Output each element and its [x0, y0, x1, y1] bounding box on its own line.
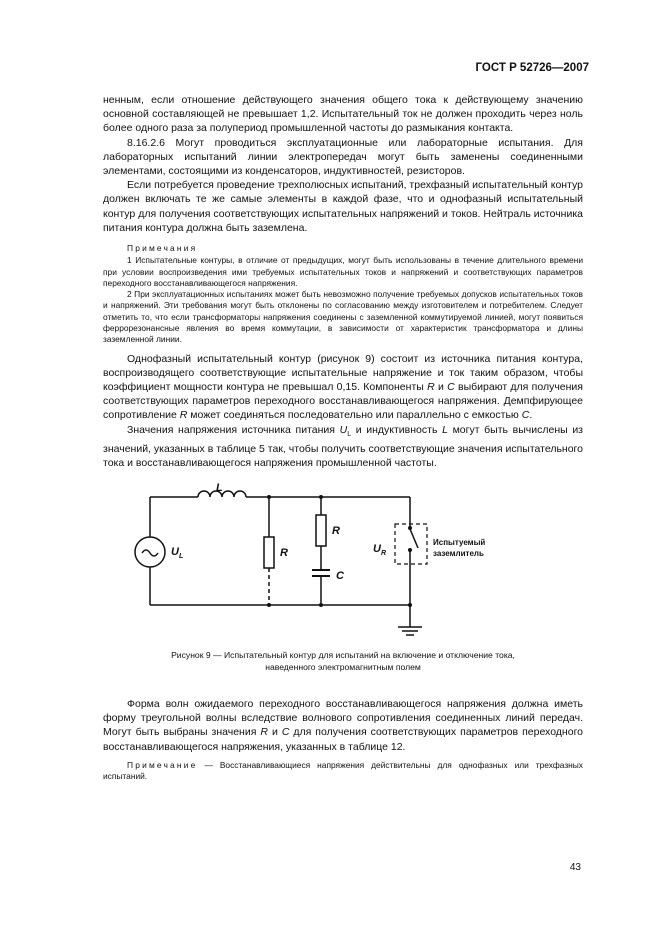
notes-title: Примечания [127, 243, 198, 254]
paragraph-wave-shape: Форма волн ожидаемого переходного восстанавливающегося напряжения должна иметь форму треугольной волны вследствие волнового сопротивления соединенных линий передач. Могут быть выбраны значения R и C для получения соответствующих параметров переходного восстанавливающегося напряжения, указанных в таблице 12. [103, 698, 584, 753]
paragraph-three-pole-tests: Если потребуется проведение трехполюсных испытаний, трехфазный испытательный контур должен включать те же самые элементы в каждой фазе, что и однофазный испытательный контур для получения соответствующих испытательных напряжений и токов. Нейтраль источника питания контура должна быть заземлена. [103, 179, 583, 234]
page-number: 43 [569, 862, 581, 873]
label-recovery-voltage: $U_R$ [373, 543, 387, 557]
resistor-series [316, 515, 326, 546]
label-inductor: L [216, 482, 223, 494]
label-device-line1: Испытуемый [433, 538, 486, 547]
switch-blade [410, 529, 418, 548]
label-resistor-series: R [332, 525, 340, 537]
resistor-shunt [264, 537, 274, 568]
label-source-voltage: $U_L$ [171, 546, 184, 560]
label-device-line2: заземлитель [433, 549, 484, 558]
caption-line-1: Рисунок 9 — Испытательный контур для испытаний на включение и отключение тока, [171, 650, 515, 660]
label-resistor-shunt: R [280, 547, 288, 559]
main-text-block [103, 93, 583, 470]
switch-contact [408, 548, 412, 552]
junction-dot [267, 603, 271, 607]
junction-dot [319, 603, 323, 607]
final-note: Примечание — Восстанавливающиеся напряжения действительны для однофазных или трехфазных испытаний. [103, 759, 583, 782]
caption-line-2: наведенного электромагнитным полем [265, 662, 421, 672]
paragraph-single-phase-circuit: Однофазный испытательный контур (рисунок 9) состоит из источника питания контура, воспроизводящего соответствующие испытательные напряжение и ток таким образом, чтобы коэффициент мощности контура не превышал 0,15. Компоненты R и C выбирают для получения соответствующих параметров переходного восстанавливающегося напряжения. Демпфирующее сопротивление R может соединяться последовательно или параллельно с емкостью C. [103, 352, 583, 422]
junction-dot [319, 495, 323, 499]
junction-dot [267, 495, 271, 499]
ac-symbol-icon [142, 550, 158, 556]
paragraph-continuation: ненным, если отношение действующего значения общего тока к действующему значению основной составляющей не превышает 1,2. Испытательный ток не должен проходить через ноль более одного раза за полупериод промышленной частоты до размыкания контакта. [103, 94, 583, 135]
switch-contact [408, 526, 412, 530]
paragraph-8-16-2-6: 8.16.2.6 Могут проводиться эксплуатационные или лабораторные испытания. Для лабораторных испытаний линии электропередач могут быть заменены соединенными элементами, состоящими из конденсаторов, индуктивностей, резисторов. [103, 136, 583, 178]
label-capacitor: C [336, 570, 344, 582]
footer-text-block [103, 697, 583, 782]
junction-dot [408, 603, 412, 607]
document-id-header: ГОСТ Р 52726—2007 [475, 62, 589, 74]
figure-caption [103, 649, 583, 673]
note-1: 1 Испытательные контуры, в отличие от предыдущих, могут быть использованы в течение длительного времени при условии воспроизведения ими требуемых испытательных токов и напряжений и соответствующих параметров переходного восстанавливающегося напряжения. [103, 255, 583, 288]
note-2: 2 При эксплуатационных испытаниях может быть невозможно получение требуемых допусков испытательных токов и напряжений. Эти требования могут быть отклонены по согласованию между изготовителем и потребителем. Следует отметить то, что если трансформаторы напряжения соединены с заземленной коммутируемой линией, могут появиться феррорезонансные явления во время коммутации, в зависимости от характеристик трансформатора и длины заземленной линии. [103, 289, 583, 345]
circuit-diagram [130, 482, 530, 642]
paragraph-source-values: Значения напряжения источника питания $U_L$ и индуктивность L могут быть вычислены из значений, указанных в таблице 5 так, чтобы получить соответствующие значения испытательного тока и восстанавливающегося напряжения промышленной частоты. [103, 423, 583, 470]
